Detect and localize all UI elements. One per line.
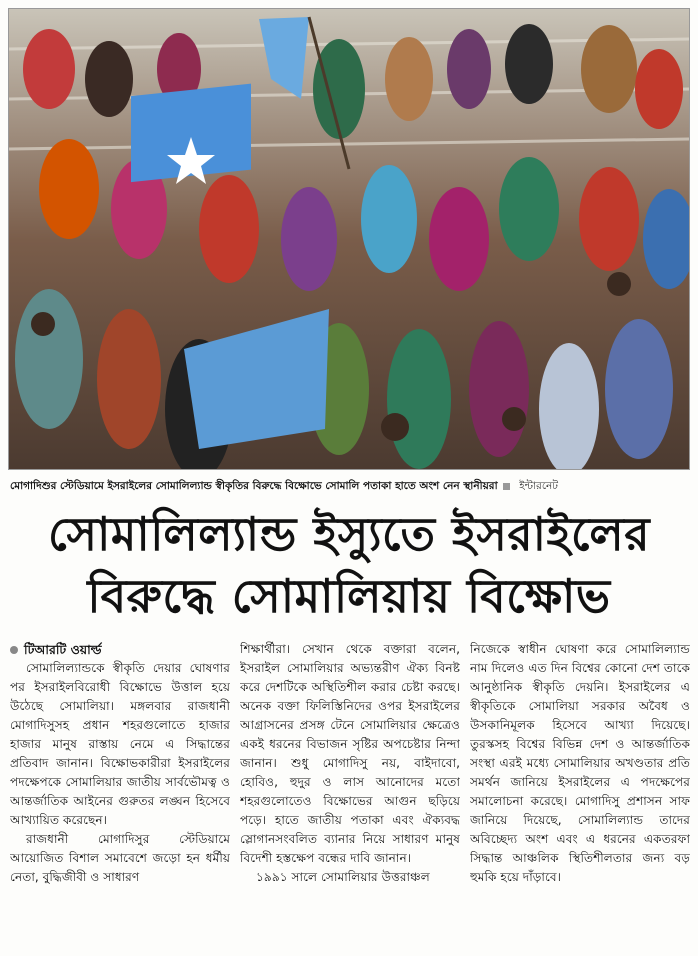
- article-body: [10, 640, 690, 950]
- article-column-2: [240, 640, 460, 950]
- paragraph: শিক্ষার্থীরা। সেখান থেকে বক্তারা বলেন, ইসরাইল সোমালিয়ার অভ্যন্তরীণ ঐক্য বিনষ্ট করে দেশটিকে অস্থিতিশীল করার চেষ্টা করছে। অনেক বক্তা ফিলিস্তিনিদের ওপর ইসরাইলের আগ্রাসনের প্রসঙ্গ টেনে সোমালিয়ার ক্ষেত্রেও একই ধরনের বিভাজন সৃষ্টির অপচেষ্টার নিন্দা জানান। শুধু মোগাদিসু নয়, বাইদাবো, হোবিও, হুদুর ও লাস আনোদের মতো শহরগুলোতেও বিক্ষোভের আগুন ছড়িয়ে পড়ে। হাতে জাতীয় পতাকা এবং ঐক্যবদ্ধ স্লোগানসংবলিত ব্যানার নিয়ে সাধারণ মানুষ বিদেশী হস্তক্ষেপ বন্ধের দাবি জানান।: [240, 642, 460, 865]
- crowd-photo-icon: [9, 9, 690, 470]
- bullet-icon: [10, 646, 18, 654]
- caption-credit: ইন্টারনেট: [519, 480, 559, 492]
- headline: [8, 503, 690, 633]
- paragraph: নিজেকে স্বাধীন ঘোষণা করে সোমালিল্যান্ড নাম দিলেও এত দিন বিশ্বের কোনো দেশ তাকে আনুষ্ঠানিক স্বীকৃতি দেয়নি। ইসরাইলের এ স্বীকৃতিকে সোমালিয়া সরকার অবৈধ ও উসকানিমূলক হিসেবে আখ্যা দিয়েছে। তুরস্কসহ বিশ্বের বিভিন্ন দেশ ও আন্তর্জাতিক সংস্থা এরই মধ্যে সোমালিয়ার অখণ্ডতার প্রতি সমর্থন জানিয়ে ইসরাইলের এ পদক্ষেপের সমালোচনা করেছে। মোগাদিসু প্রশাসন সাফ জানিয়ে দিয়েছে, সোমালিল্যান্ড তাদের অবিচ্ছেদ্য অংশ এবং এ ধরনের একতরফা সিদ্ধান্ত আঞ্চলিক স্থিতিশীলতার জন্য বড় হুমকি হয়ে দাঁড়াবে।: [470, 642, 690, 884]
- article-column-3: [470, 640, 690, 950]
- caption-text: মোগাদিশুর স্টেডিয়ামে ইসরাইলের সোমালিল্যান্ড স্বীকৃতির বিরুদ্ধে বিক্ষোভে সোমালি পতাকা হাতে অংশ নেন স্থানীয়রা: [10, 480, 498, 492]
- headline-line-2: বিরুদ্ধে সোমালিয়ায় বিক্ষোভ: [87, 569, 611, 623]
- byline: [10, 640, 230, 659]
- square-icon: [503, 483, 510, 490]
- paragraph: রাজধানী মোগাদিসুর স্টেডিয়ামে আয়োজিত বিশাল সমাবেশে জড়ো হন ধর্মীয় নেতা, বুদ্ধিজীবী ও সাধারণ: [10, 832, 230, 884]
- crowd-photo: [8, 8, 690, 470]
- paragraph: ১৯৯১ সালে সোমালিয়ার উত্তরাঞ্চল: [256, 870, 430, 884]
- byline-text: টিআরটি ওয়ার্ল্ড: [24, 642, 102, 657]
- paragraph: সোমালিল্যান্ডকে স্বীকৃতি দেয়ার ঘোষণার পর ইসরাইলবিরোধী বিক্ষোভে উত্তাল হয়ে উঠেছে সোমালিয়া। মঙ্গলবার রাজধানী মোগাদিসুসহ প্রধান শহরগুলোতে হাজার হাজার মানুষ রাস্তায় নেমে এ সিদ্ধান্তের প্রতিবাদ জানান। বিক্ষোভকারীরা ইসরাইলের পদক্ষেপকে সোমালিয়ার জাতীয় সার্বভৌমত্ব ও আন্তর্জাতিক আইনের গুরুতর লঙ্ঘন হিসেবে আখ্যায়িত করেছেন।: [10, 661, 230, 827]
- headline-line-1: সোমালিল্যান্ড ইস্যুতে ইসরাইলের: [47, 507, 651, 561]
- photo-caption: [10, 476, 690, 496]
- article-column-1: [10, 640, 230, 950]
